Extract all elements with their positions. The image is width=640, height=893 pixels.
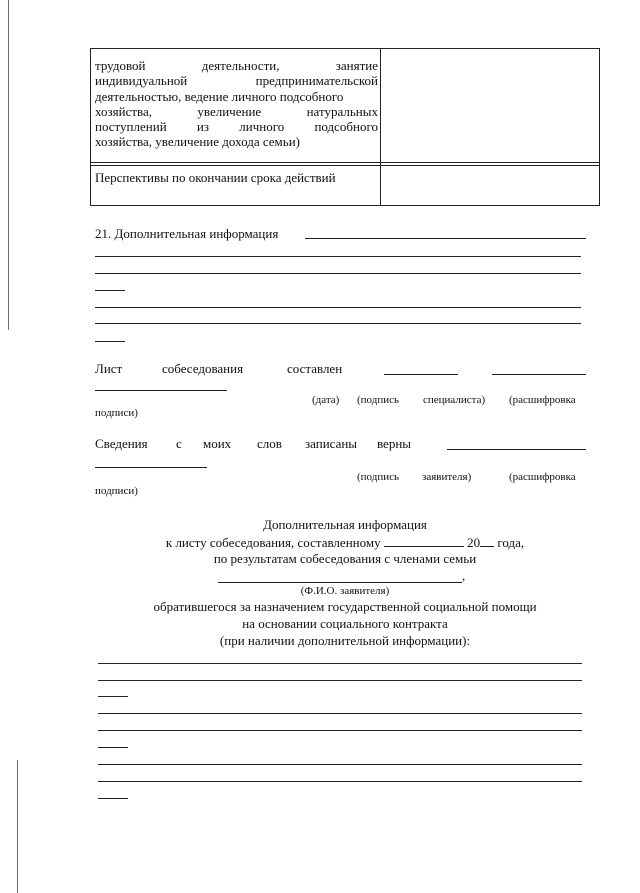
- fio-comma: ,: [462, 568, 466, 583]
- fill-line: [98, 798, 128, 799]
- fill-line: [98, 781, 582, 782]
- fill-line: [95, 256, 581, 257]
- caption-signature: (подпись: [357, 394, 400, 406]
- table-line: деятельностью, ведение личного подсобного: [95, 88, 344, 104]
- signature-line: [447, 449, 586, 450]
- fill-line: [98, 713, 582, 714]
- table-line: хозяйства, увеличение натуральных: [95, 103, 378, 119]
- fill-line: [98, 747, 128, 748]
- verified-word: записаны: [305, 436, 358, 451]
- section-21-label: 21. Дополнительная информация: [95, 226, 279, 241]
- fio-line: [218, 582, 462, 583]
- table-line: трудовой деятельности, занятие: [95, 58, 378, 73]
- fill-line: [95, 323, 581, 324]
- additional-line-applied: обратившегося за назначением государственной социальной помощи: [153, 599, 537, 614]
- fill-line: [98, 730, 582, 731]
- caption-specialist: специалиста): [423, 394, 486, 406]
- date-blank: [384, 535, 464, 547]
- date-line: [384, 374, 458, 375]
- fill-line: [98, 663, 582, 664]
- scan-edge-line: [8, 0, 9, 330]
- fill-line: [98, 680, 582, 681]
- fill-line: [98, 764, 582, 765]
- caption-date: (дата): [312, 394, 340, 406]
- year-blank: [480, 535, 494, 547]
- fill-line: [95, 273, 581, 274]
- table-column-divider: [380, 49, 381, 205]
- additional-line-date: к листу собеседования, составленному 20 года,: [165, 535, 525, 550]
- table-line: поступлений из личного подсобного: [95, 119, 378, 135]
- name-line: [95, 467, 207, 468]
- signature-line: [492, 374, 586, 375]
- interview-sheet-word: составлен: [287, 361, 343, 376]
- activity-table: [90, 48, 600, 206]
- additional-line-family: по результатам собеседования с членами семьи: [213, 551, 477, 566]
- caption-continuation: подписи): [95, 407, 138, 419]
- fill-line: [95, 341, 125, 342]
- table-row-divider: [91, 162, 599, 163]
- fill-line: [305, 238, 586, 239]
- interview-sheet-word: Лист: [95, 361, 123, 376]
- verified-word: верны: [377, 436, 412, 451]
- verified-word: моих: [203, 436, 232, 451]
- caption-applicant: заявителя): [422, 471, 472, 483]
- verified-word: Сведения: [95, 436, 148, 451]
- fill-line: [95, 307, 581, 308]
- caption-continuation: подписи): [95, 485, 138, 497]
- scan-edge-line: [17, 760, 18, 893]
- additional-line-contract: на основании социального контракта: [242, 616, 448, 631]
- caption-decoding: (расшифровка: [509, 471, 576, 483]
- name-line: [95, 390, 227, 391]
- verified-word: слов: [257, 436, 282, 451]
- table-line: хозяйства, увеличение дохода семьи): [95, 134, 300, 150]
- fill-line: [95, 290, 125, 291]
- verified-word: с: [176, 436, 182, 451]
- table-cell-prospects: Перспективы по окончании срока действий: [95, 170, 336, 185]
- additional-line-if-any: (при наличии дополнительной информации):: [219, 633, 471, 648]
- interview-sheet-word: собеседования: [162, 361, 244, 376]
- fill-line: [98, 696, 128, 697]
- caption-signature: (подпись: [357, 471, 400, 483]
- caption-decoding: (расшифровка: [509, 394, 576, 406]
- fio-caption: (Ф.И.О. заявителя): [300, 585, 390, 597]
- table-cell-activity: [95, 58, 378, 150]
- table-line: индивидуальной предпринимательской: [95, 73, 378, 89]
- table-row-divider: [91, 165, 599, 166]
- additional-title: Дополнительная информация: [263, 517, 427, 532]
